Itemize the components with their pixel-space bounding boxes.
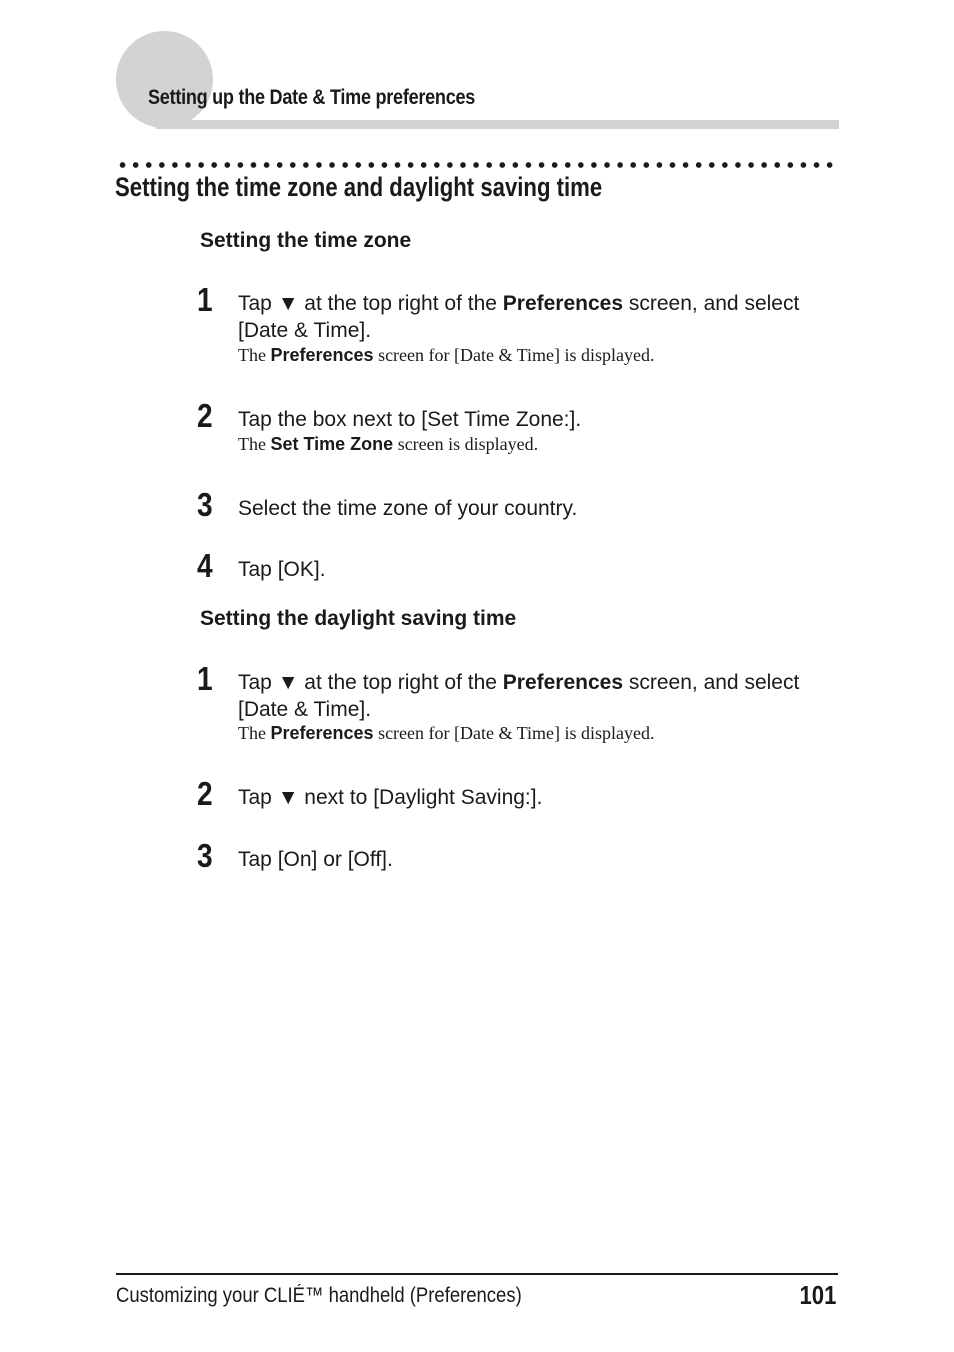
footer-text: Customizing your CLIÉ™ handheld (Preferences) xyxy=(116,1284,522,1307)
header-bar-decoration xyxy=(156,120,839,129)
step-text: Tap the box next to [Set Time Zone:]. xyxy=(238,408,582,431)
step-number: 3 xyxy=(197,486,213,523)
step-text: Tap [On] or [Off]. xyxy=(238,848,393,871)
step-number: 2 xyxy=(197,397,213,434)
step-number: 1 xyxy=(197,281,213,318)
step-text: Select the time zone of your country. xyxy=(238,497,578,520)
step-number: 2 xyxy=(197,775,213,812)
page-number: 101 xyxy=(799,1280,836,1310)
subheading-daylight-saving: Setting the daylight saving time xyxy=(200,607,517,630)
step-number: 1 xyxy=(197,660,213,697)
step-text: Tap [OK]. xyxy=(238,558,326,581)
dotted-rule xyxy=(116,160,838,170)
step-text: Tap ▼ at the top right of the Preferences screen, and select [Date & Time]. xyxy=(238,671,800,721)
footer-rule xyxy=(116,1273,838,1275)
step-text: Tap ▼ next to [Daylight Saving:]. xyxy=(238,786,543,809)
step-note: The Preferences screen for [Date & Time] is displayed. xyxy=(238,345,655,365)
section-title: Setting the time zone and daylight saving time xyxy=(115,172,603,202)
step-note: The Preferences screen for [Date & Time] is displayed. xyxy=(238,723,655,743)
step-number: 4 xyxy=(197,547,213,584)
step-note: The Set Time Zone screen is displayed. xyxy=(238,434,539,454)
step-text: Tap ▼ at the top right of the Preferences screen, and select [Date & Time]. xyxy=(238,292,800,342)
running-head: Setting up the Date & Time preferences xyxy=(148,86,476,109)
header-circle-decoration xyxy=(116,31,213,128)
subheading-time-zone: Setting the time zone xyxy=(200,229,412,252)
step-number: 3 xyxy=(197,837,213,874)
